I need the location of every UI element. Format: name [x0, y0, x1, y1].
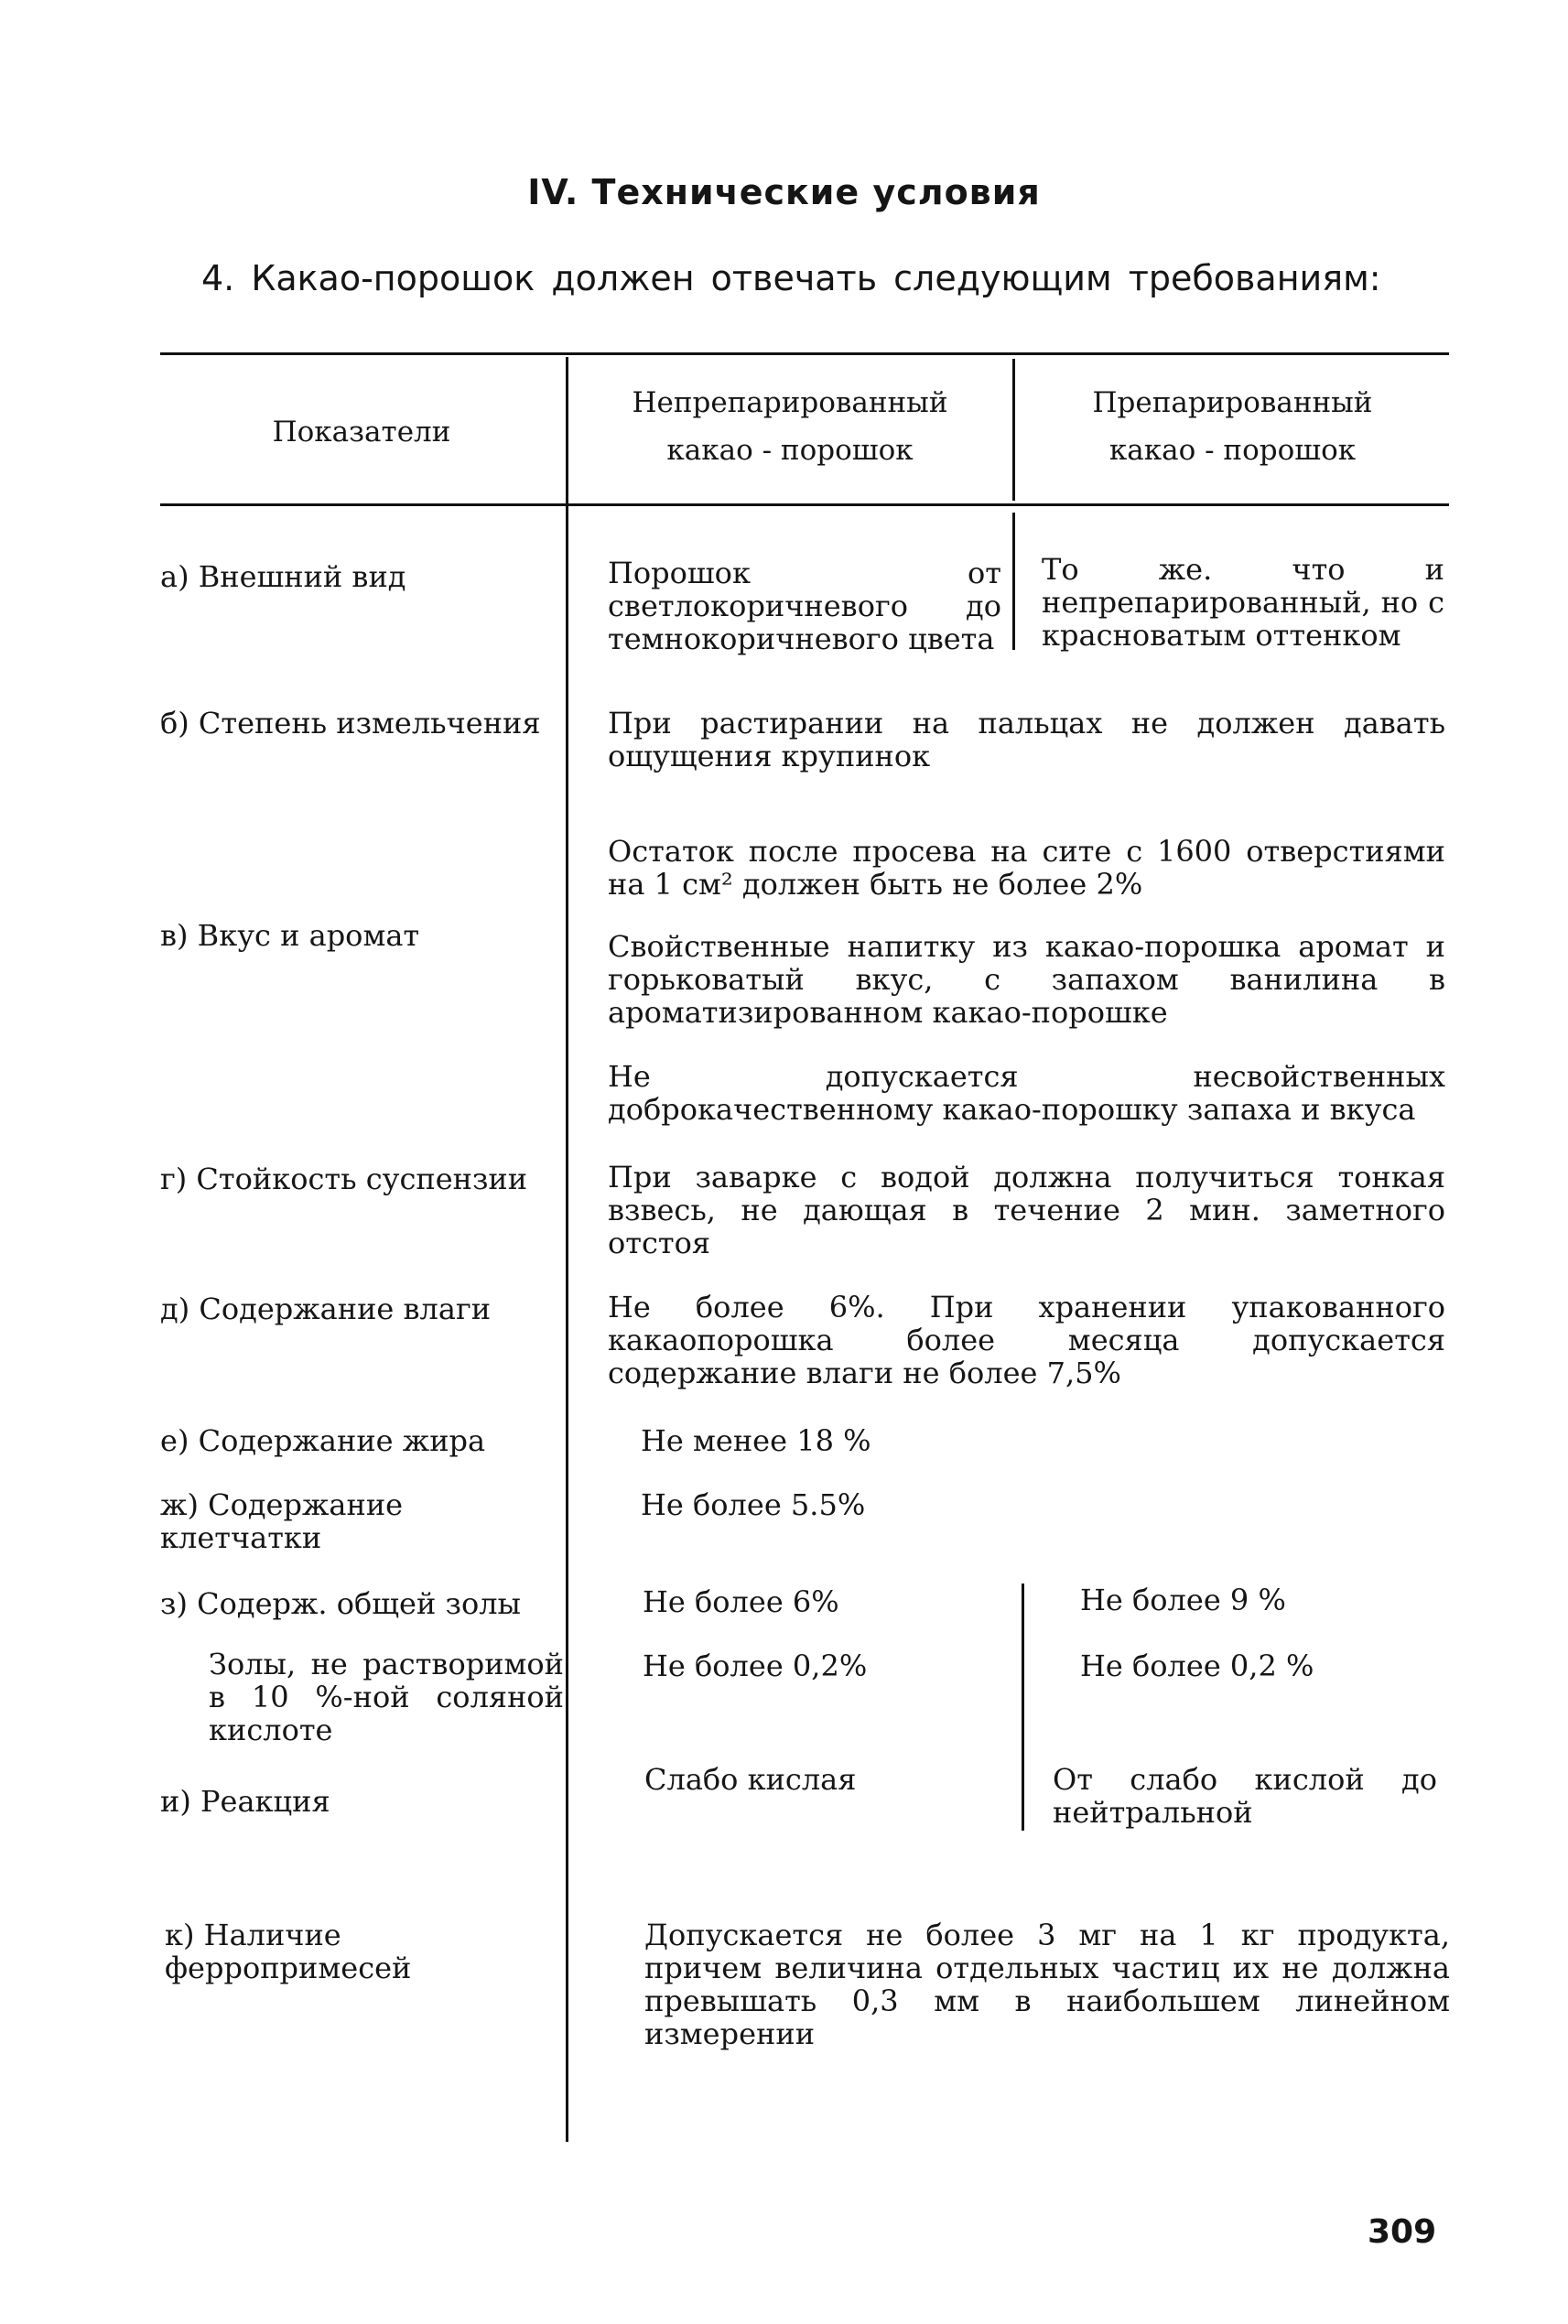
row-z-label: з) Содерж. общей золы: [160, 1586, 521, 1621]
row-e-label: е) Содержание жира: [160, 1423, 486, 1458]
header-prepared-line2: какао - порошок: [1108, 434, 1357, 467]
row-z-prepared: Не более 9 %: [1080, 1583, 1286, 1617]
row-b-value-2: Остаток после просева на сите с 1600 отверстиями на 1 см² должен быть не более 2%: [608, 834, 1445, 902]
row-z-unprepared: Не более 6%: [643, 1584, 839, 1619]
row-a-prepared: То же. что и непрепарированный, но с красноватым оттенком: [1042, 552, 1444, 653]
row-zh-label: ж) Содержание клетчатки: [160, 1487, 404, 1555]
row-d-value: Не более 6%. При хранении упакованного какаопорошка более месяца допускается содержание влаги не более 7,5%: [608, 1290, 1445, 1390]
column-divider-2-header: [1012, 359, 1015, 501]
row-g-label: г) Стойкость суспензии: [160, 1162, 528, 1196]
row-i-unprepared: Слабо кислая: [644, 1762, 857, 1797]
intro-paragraph: 4. Какао-порошок должен отвечать следующим требованиям:: [201, 258, 1381, 298]
row-v-value-1: Свойственные напитку из какао-порошка аромат и горьковатый вкус, с запахом ванилина в ароматизированном какао-порошке: [608, 929, 1445, 1030]
header-prepared-line1: Препарированный: [1092, 386, 1373, 419]
table-top-rule: [160, 352, 1449, 355]
header-unprepared-line2: какао - порошок: [666, 434, 914, 467]
row-a-label: а) Внешний вид: [160, 559, 406, 594]
row-b-value-1: При растирании на пальцах не должен давать ощущения крупинок: [608, 706, 1445, 773]
row-a-unprepared: Порошок от светлокоричневого до темнокоричневого цвета: [608, 556, 1001, 656]
row-i-prepared: От слабо кислой до нейтральной: [1053, 1762, 1437, 1830]
row-e-value: Не менее 18 %: [641, 1423, 871, 1458]
row-d-label: д) Содержание влаги: [160, 1292, 492, 1326]
row-k-value: Допускается не более 3 мг на 1 кг продукта, причем величина отдельных частиц их не должна превышать 0,3 мм в наибольшем линейном измерении: [644, 1918, 1450, 2051]
row-ash-prepared: Не более 0,2 %: [1080, 1648, 1314, 1683]
row-zh-value: Не более 5.5%: [641, 1487, 866, 1522]
row-b-label: б) Степень измельчения: [160, 706, 541, 740]
header-indicators: Показатели: [272, 416, 451, 449]
header-unprepared-line1: Непрепарированный: [632, 386, 948, 419]
header-bottom-rule: [160, 503, 1449, 506]
section-heading: IV. Технические условия: [527, 172, 1041, 212]
row-i-label: и) Реакция: [160, 1784, 330, 1819]
column-divider-1: [566, 357, 568, 2142]
row-g-value: При заварке с водой должна получиться тонкая взвесь, не дающая в течение 2 мин. заметного отстоя: [608, 1160, 1445, 1260]
row-ash-unprepared: Не более 0,2%: [643, 1648, 868, 1683]
column-divider-2-rows-zi: [1022, 1584, 1024, 1831]
row-v-label: в) Вкус и аромат: [160, 918, 420, 953]
row-ash-label: Золы, не растворимой в 10 %-ной соляной кислоте: [209, 1647, 564, 1747]
column-divider-2-row-a: [1012, 513, 1015, 650]
row-v-value-2: Не допускается несвойственных доброкачественному какао-порошку запаха и вкуса: [608, 1059, 1445, 1127]
page-number: 309: [1368, 2213, 1437, 2251]
row-k-label: к) Наличие ферропримесей: [165, 1918, 412, 1985]
